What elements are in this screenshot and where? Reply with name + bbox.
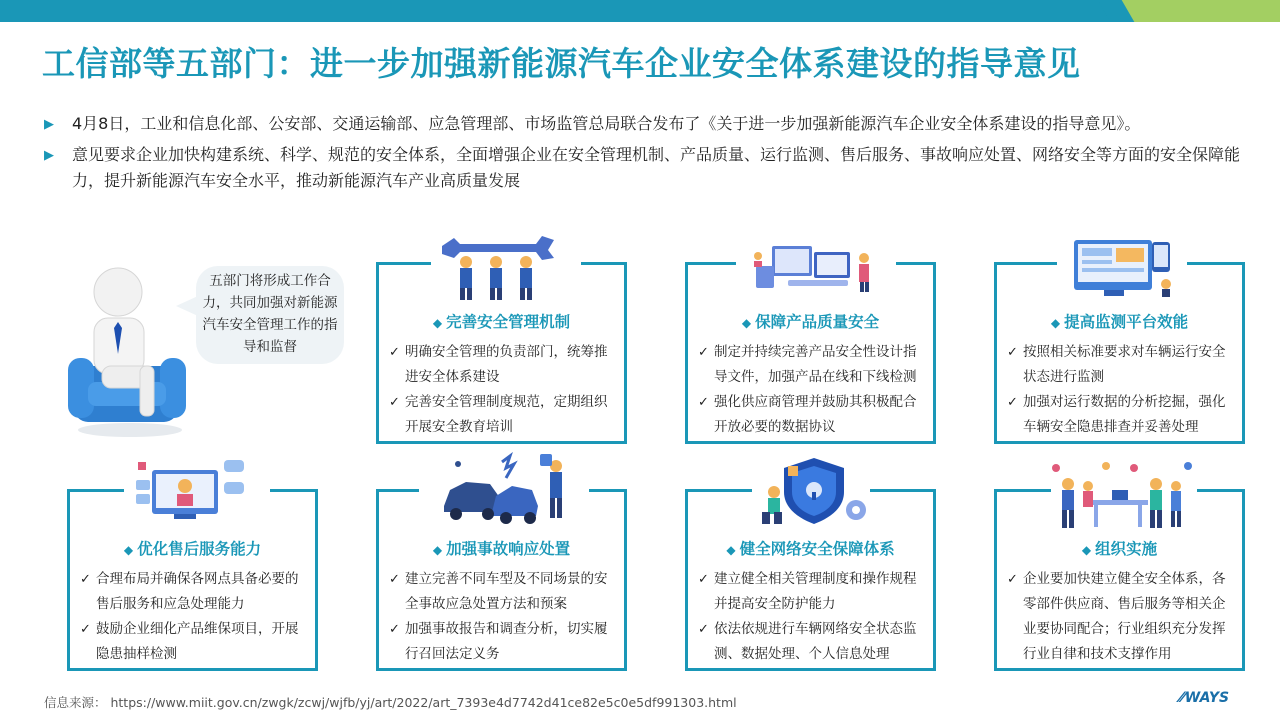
check-icon: ✓ xyxy=(80,622,91,637)
card-title: 加强事故响应处置 xyxy=(446,540,571,558)
check-icon: ✓ xyxy=(80,572,91,587)
card-item: ✓ 强化供应商管理并鼓励其积极配合开放必要的数据协议 xyxy=(698,390,925,440)
diamond-icon: ◆ xyxy=(1050,316,1061,330)
source-note: 信息来源： https://www.miit.gov.cn/zwgk/zcwj/wjfb/yj/art/2022/art_7393e4d7742d41ce82e5c0e5df991303.html xyxy=(44,695,737,710)
card-item: ✓ 建立健全相关管理制度和操作规程并提高安全防护能力 xyxy=(698,567,925,617)
card-item: ✓ 依法依规进行车辆网络安全状态监测、数据处理、个人信息处理 xyxy=(698,617,925,667)
card-title: 组织实施 xyxy=(1095,540,1158,558)
card-title: 优化售后服务能力 xyxy=(137,540,262,558)
check-icon: ✓ xyxy=(698,395,709,410)
card-item: ✓ 合理布局并确保各网点具备必要的售后服务和应急处理能力 xyxy=(80,567,307,617)
card-item: ✓ 按照相关标准要求对车辆运行安全状态进行监测 xyxy=(1007,340,1234,390)
diamond-icon: ◆ xyxy=(726,543,736,557)
bullet-item xyxy=(44,111,1244,138)
card-item: ✓ 鼓励企业细化产品维保项目，开展隐患抽样检测 xyxy=(80,617,307,667)
diamond-icon: ◆ xyxy=(432,543,443,557)
online-service-illustration xyxy=(134,456,250,524)
card-title: 完善安全管理机制 xyxy=(446,313,571,331)
check-icon: ✓ xyxy=(389,622,400,637)
card-title: 提高监测平台效能 xyxy=(1064,313,1189,331)
bullet-text: 4月8日，工业和信息化部、公安部、交通运输部、应急管理部、市场监管总局联合发布了《关于进一步加强新能源汽车企业安全体系建设的指导意见》。 xyxy=(72,114,1141,133)
monitoring-screen-illustration xyxy=(1064,236,1176,298)
diamond-icon: ◆ xyxy=(432,316,443,330)
triangle-bullet-icon: ▶ xyxy=(44,148,54,163)
card-item: ✓ 明确安全管理的负责部门，统筹推进安全体系建设 xyxy=(389,340,616,390)
speech-bubble: 五部门将形成工作合力，共同加强对新能源汽车安全管理工作的指导和监督 xyxy=(196,266,344,364)
check-icon: ✓ xyxy=(389,345,400,360)
check-icon: ✓ xyxy=(1007,395,1018,410)
diamond-icon: ◆ xyxy=(1081,543,1092,557)
page-title: 工信部等五部门：进一步加强新能源汽车企业安全体系建设的指导意见 xyxy=(42,44,1081,83)
bullet-item xyxy=(44,142,1244,194)
card-item: ✓ 完善安全管理制度规范，定期组织开展安全教育培训 xyxy=(389,390,616,440)
check-icon: ✓ xyxy=(698,622,709,637)
check-icon: ✓ xyxy=(698,345,709,360)
card-title: 健全网络安全保障体系 xyxy=(739,540,895,558)
diamond-icon: ◆ xyxy=(741,316,752,330)
card-item: ✓ 建立完善不同车型及不同场景的安全事故应急处置方法和预案 xyxy=(389,567,616,617)
card-item: ✓ 制定并持续完善产品安全性设计指导文件，加强产品在线和下线检测 xyxy=(698,340,925,390)
check-icon: ✓ xyxy=(389,395,400,410)
card-item: ✓ 加强对运行数据的分析挖掘，强化车辆安全隐患排查并妥善处理 xyxy=(1007,390,1234,440)
devices-illustration xyxy=(748,240,878,296)
speech-bubble-tail xyxy=(176,296,198,316)
top-band-green xyxy=(1122,0,1280,22)
intro-bullets xyxy=(44,111,1244,198)
wrench-team-illustration xyxy=(436,228,560,304)
top-band xyxy=(0,0,1280,22)
diamond-icon: ◆ xyxy=(123,543,134,557)
card-item: ✓ 加强事故报告和调查分析，切实履行召回法定义务 xyxy=(389,617,616,667)
ways-logo: ⁄⁄WAYS xyxy=(1180,690,1230,706)
bullet-text: 意见要求企业加快构建系统、科学、规范的安全体系，全面增强企业在安全管理机制、产品质量、运行监测、售后服务、事故响应处置、网络安全等方面的安全保障能力，提升新能源汽车安全水平，推动新能源汽车产业高质量发展 xyxy=(72,145,1241,190)
person-armchair-illustration xyxy=(62,262,192,442)
top-band-blue xyxy=(0,0,1124,22)
check-icon: ✓ xyxy=(389,572,400,587)
team-meeting-illustration xyxy=(1048,458,1194,530)
security-shield-illustration xyxy=(756,452,876,528)
car-accident-illustration xyxy=(440,452,570,526)
check-icon: ✓ xyxy=(1007,345,1018,360)
check-icon: ✓ xyxy=(698,572,709,587)
card-title: 保障产品质量安全 xyxy=(755,313,880,331)
card-item: ✓ 企业要加快建立健全安全体系，各零部件供应商、售后服务等相关企业要协同配合；行业组织充分发挥行业自律和技术支撑作用 xyxy=(1007,567,1234,667)
check-icon: ✓ xyxy=(1007,572,1018,587)
triangle-bullet-icon: ▶ xyxy=(44,117,54,132)
